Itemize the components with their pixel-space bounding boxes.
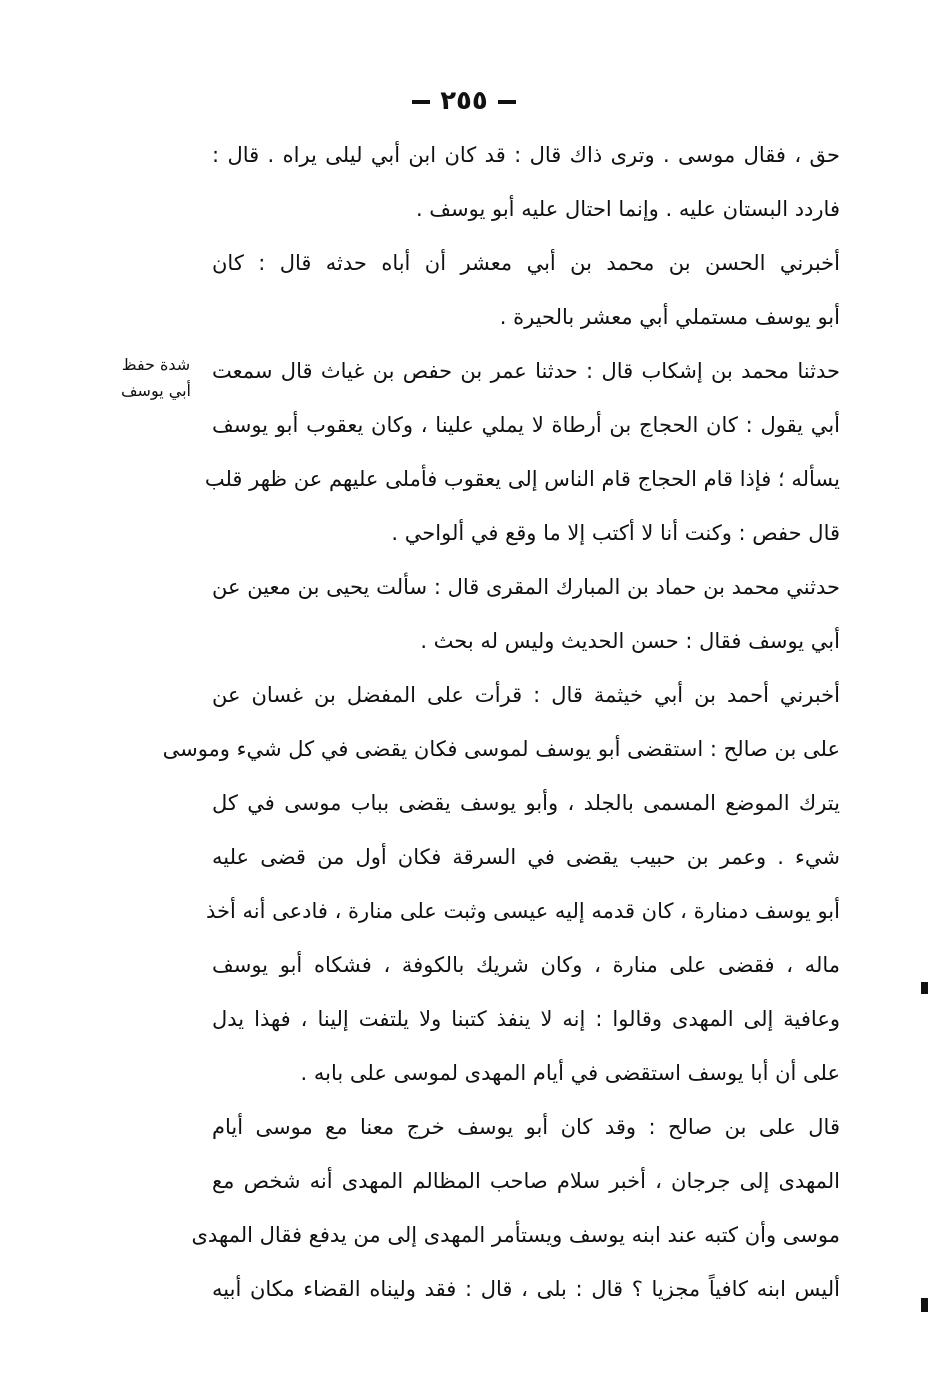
margin-note	[108, 352, 204, 404]
text-line: شيء . وعمر بن حبيب يقضى في السرقة فكان أول من قضى عليه	[212, 845, 840, 869]
page-number: ٢٥٥	[440, 86, 488, 116]
text-line: أخبرني الحسن بن محمد بن أبي معشر أن أباه حدثه قال : كان	[212, 251, 840, 275]
text-line: قال على بن صالح : وقد كان أبو يوسف خرج معنا مع موسى أيام	[212, 1115, 840, 1139]
header-dash-right	[498, 100, 516, 104]
text-line: أليس ابنه كافياً مجزيا ؟ قال : بلى ، قال : فقد وليناه القضاء مكان أبيه	[212, 1277, 840, 1301]
text-line: حدثنا محمد بن إشكاب قال : حدثنا عمر بن حفص بن غياث قال سمعت	[212, 359, 840, 383]
page-number-header	[0, 86, 928, 116]
text-line: أخبرني أحمد بن أبي خيثمة قال : قرأت على المفضل بن غسان عن	[212, 683, 840, 707]
text-line: يترك الموضع المسمى بالجلد ، وأبو يوسف يقضى بباب موسى في كل	[212, 791, 840, 815]
scan-edge-mark	[921, 982, 928, 994]
text-line: أبو يوسف دمنارة ، كان قدمه إليه عيسى وثبت على منارة ، فادعى أنه أخذ	[205, 899, 840, 923]
text-line: موسى وأن كتبه عند ابنه يوسف ويستأمر المهدى إلى من يدفع فقال المهدى	[191, 1223, 840, 1247]
text-line: ماله ، فقضى على منارة ، وكان شريك بالكوفة ، فشكاه أبو يوسف	[212, 953, 840, 977]
text-line: فاردد البستان عليه . وإنما احتال عليه أبو يوسف .	[415, 197, 840, 221]
margin-note-line: شدة حفظ	[121, 355, 191, 374]
scan-edge-mark	[921, 1298, 928, 1312]
header-dash-left	[412, 100, 430, 104]
text-line: أبي يوسف فقال : حسن الحديث وليس له بحث .	[420, 629, 840, 653]
text-line: حق ، فقال موسى . وترى ذاك قال : قد كان ابن أبي ليلى يراه . قال :	[212, 143, 840, 167]
text-line: على بن صالح : استقضى أبو يوسف لموسى فكان يقضى في كل شيء وموسى	[162, 737, 840, 761]
text-line: يسأله ؛ فإذا قام الحجاج قام الناس إلى يعقوب فأملى عليهم عن ظهر قلب	[204, 467, 840, 491]
margin-note-line: أبي يوسف	[120, 381, 191, 400]
text-line: وعافية إلى المهدى وقالوا : إنه لا ينفذ كتبنا ولا يلتفت إلينا ، فهذا يدل	[212, 1007, 840, 1031]
text-line: حدثني محمد بن حماد بن المبارك المقرى قال : سألت يحيى بن معين عن	[212, 575, 840, 599]
text-line: أبو يوسف مستملي أبي معشر بالحيرة .	[499, 305, 840, 329]
text-line: أبي يقول : كان الحجاج بن أرطاة لا يملي علينا ، وكان يعقوب أبو يوسف	[212, 413, 840, 437]
text-line: قال حفص : وكنت أنا لا أكتب إلا ما وقع في ألواحي .	[391, 521, 840, 545]
text-line: على أن أبا يوسف استقضى في أيام المهدى لموسى على بابه .	[300, 1061, 840, 1085]
text-line: المهدى إلى جرجان ، أخبر سلام صاحب المظالم المهدى أنه شخص مع	[212, 1169, 840, 1193]
body-text	[162, 128, 840, 1316]
